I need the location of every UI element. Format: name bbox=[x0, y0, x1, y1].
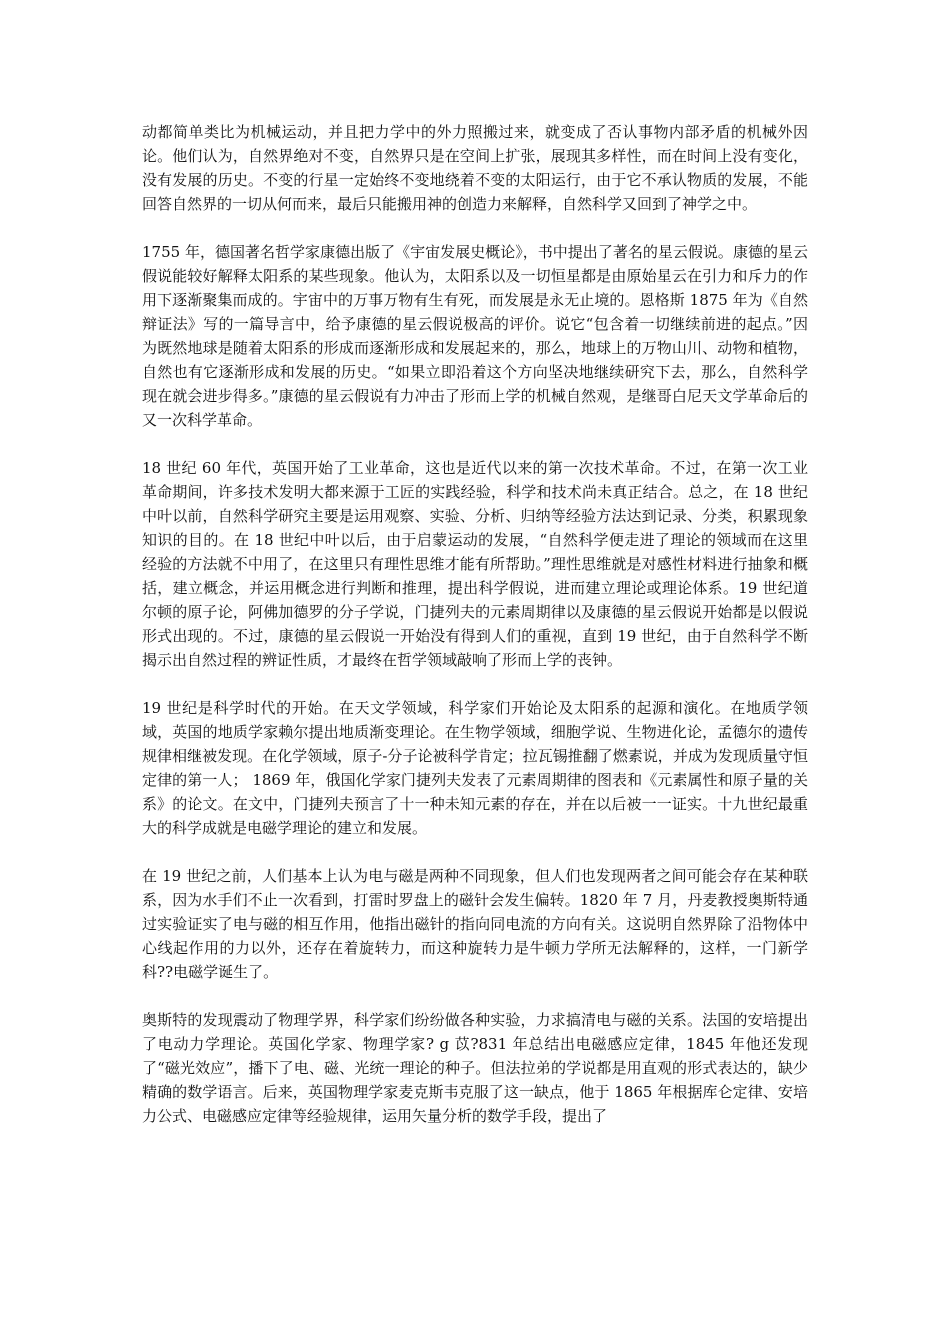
paragraph-electromagnetism: 在 19 世纪之前，人们基本上认为电与磁是两种不同现象，但人们也发现两者之间可能会存在某种联系，因为水手们不止一次看到，打雷时罗盘上的磁针会发生偏转。1820 年 7 月，丹麦教授奥斯特通过实验证实了电与磁的相互作用，他指出磁针的指向同电流的方向有关。这说明自然界除了沿物体中心线起作用的力以外，还存在着旋转力，而这种旋转力是牛顿力学所无法解释的，这样，一门新学科??电磁学诞生了。 bbox=[142, 867, 808, 981]
paragraph-oersted-discovery: 奥斯特的发现震动了物理学界，科学家们纷纷做各种实验，力求搞清电与磁的关系。法国的安培提出了电动力学理论。英国化学家、物理学家? g 苡?831 年总结出电磁感应定律，1845 年他还发现了“磁光效应”，播下了电、磁、光统一理论的种子。但法拉弟的学说都是用直观的形式表达的，缺少精确的数学语言。后来，英国物理学家麦克斯韦克服了这一缺点，他于 1865 年根据库仑定律、安培力公式、电磁感应定律等经验规律，运用矢量分析的数学手段，提出了 bbox=[142, 1011, 808, 1125]
paragraph-industrial-revolution: 18 世纪 60 年代，英国开始了工业革命，这也是近代以来的第一次技术革命。不过，在第一次工业革命期间，许多技术发明大都来源于工匠的实践经验，科学和技术尚未真正结合。总之，在 18 世纪中叶以前，自然科学研究主要是运用观察、实验、分析、归纳等经验方法达到记录、分类，积累现象知识的目的。在 18 世纪中叶以后，由于启蒙运动的发展，“自然科学便走进了理论的领域而在这里经验的方法就不中用了，在这里只有理性思维才能有所帮助。”理性思维就是对感性材料进行抽象和概括，建立概念，并运用概念进行判断和推理，提出科学假说，进而建立理论或理论体系。19 世纪道尔顿的原子论，阿佛加德罗的分子学说，门捷列夫的元素周期律以及康德的星云假说开始都是以假说形式出现的。不过，康德的星云假说一开始没有得到人们的重视，直到 19 世纪，由于自然科学不断揭示出自然过程的辨证性质，才最终在哲学领域敲响了形而上学的丧钟。 bbox=[142, 459, 808, 669]
paragraph-mechanical-view: 动都简单类比为机械运动，并且把力学中的外力照搬过来，就变成了否认事物内部矛盾的机械外因论。他们认为，自然界绝对不变，自然界只是在空间上扩张，展现其多样性，而在时间上没有变化，没有发展的历史。不变的行星一定始终不变地绕着不变的太阳运行，由于它不承认物质的发展，不能回答自然界的一切从何而来，最后只能搬用神的创造力来解释，自然科学又回到了神学之中。 bbox=[142, 123, 808, 213]
paragraph-kant-nebula: 1755 年，德国著名哲学家康德出版了《宇宙发展史概论》，书中提出了著名的星云假说。康德的星云假说能较好解释太阳系的某些现象。他认为，太阳系以及一切恒星都是由原始星云在引力和斥力的作用下逐渐聚集而成的。宇宙中的万事万物有生有死，而发展是永无止境的。恩格斯 1875 年为《自然辩证法》写的一篇导言中，给予康德的星云假说极高的评价。说它“包含着一切继续前进的起点。”因为既然地球是随着太阳系的形成而逐渐形成和发展起来的，那么，地球上的万物山川、动物和植物，自然也有它逐渐形成和发展的历史。“如果立即沿着这个方向坚决地继续研究下去，那么，自然科学现在就会进步得多。”康德的星云假说有力冲击了形而上学的机械自然观，是继哥白尼天文学革命后的又一次科学革命。 bbox=[142, 243, 808, 429]
document-body bbox=[142, 120, 808, 1152]
paragraph-19th-century-science: 19 世纪是科学时代的开始。在天文学领域，科学家们开始论及太阳系的起源和演化。在地质学领域，英国的地质学家赖尔提出地质渐变理论。在生物学领域，细胞学说、生物进化论，孟德尔的遗传规律相继被发现。在化学领域，原子-分子论被科学肯定；拉瓦锡推翻了燃素说，并成为发现质量守恒定律的第一人； 1869 年，俄国化学家门捷列夫发表了元素周期律的图表和《元素属性和原子量的关系》的论文。在文中，门捷列夫预言了十一种未知元素的存在，并在以后被一一证实。十九世纪最重大的科学成就是电磁学理论的建立和发展。 bbox=[142, 699, 808, 837]
